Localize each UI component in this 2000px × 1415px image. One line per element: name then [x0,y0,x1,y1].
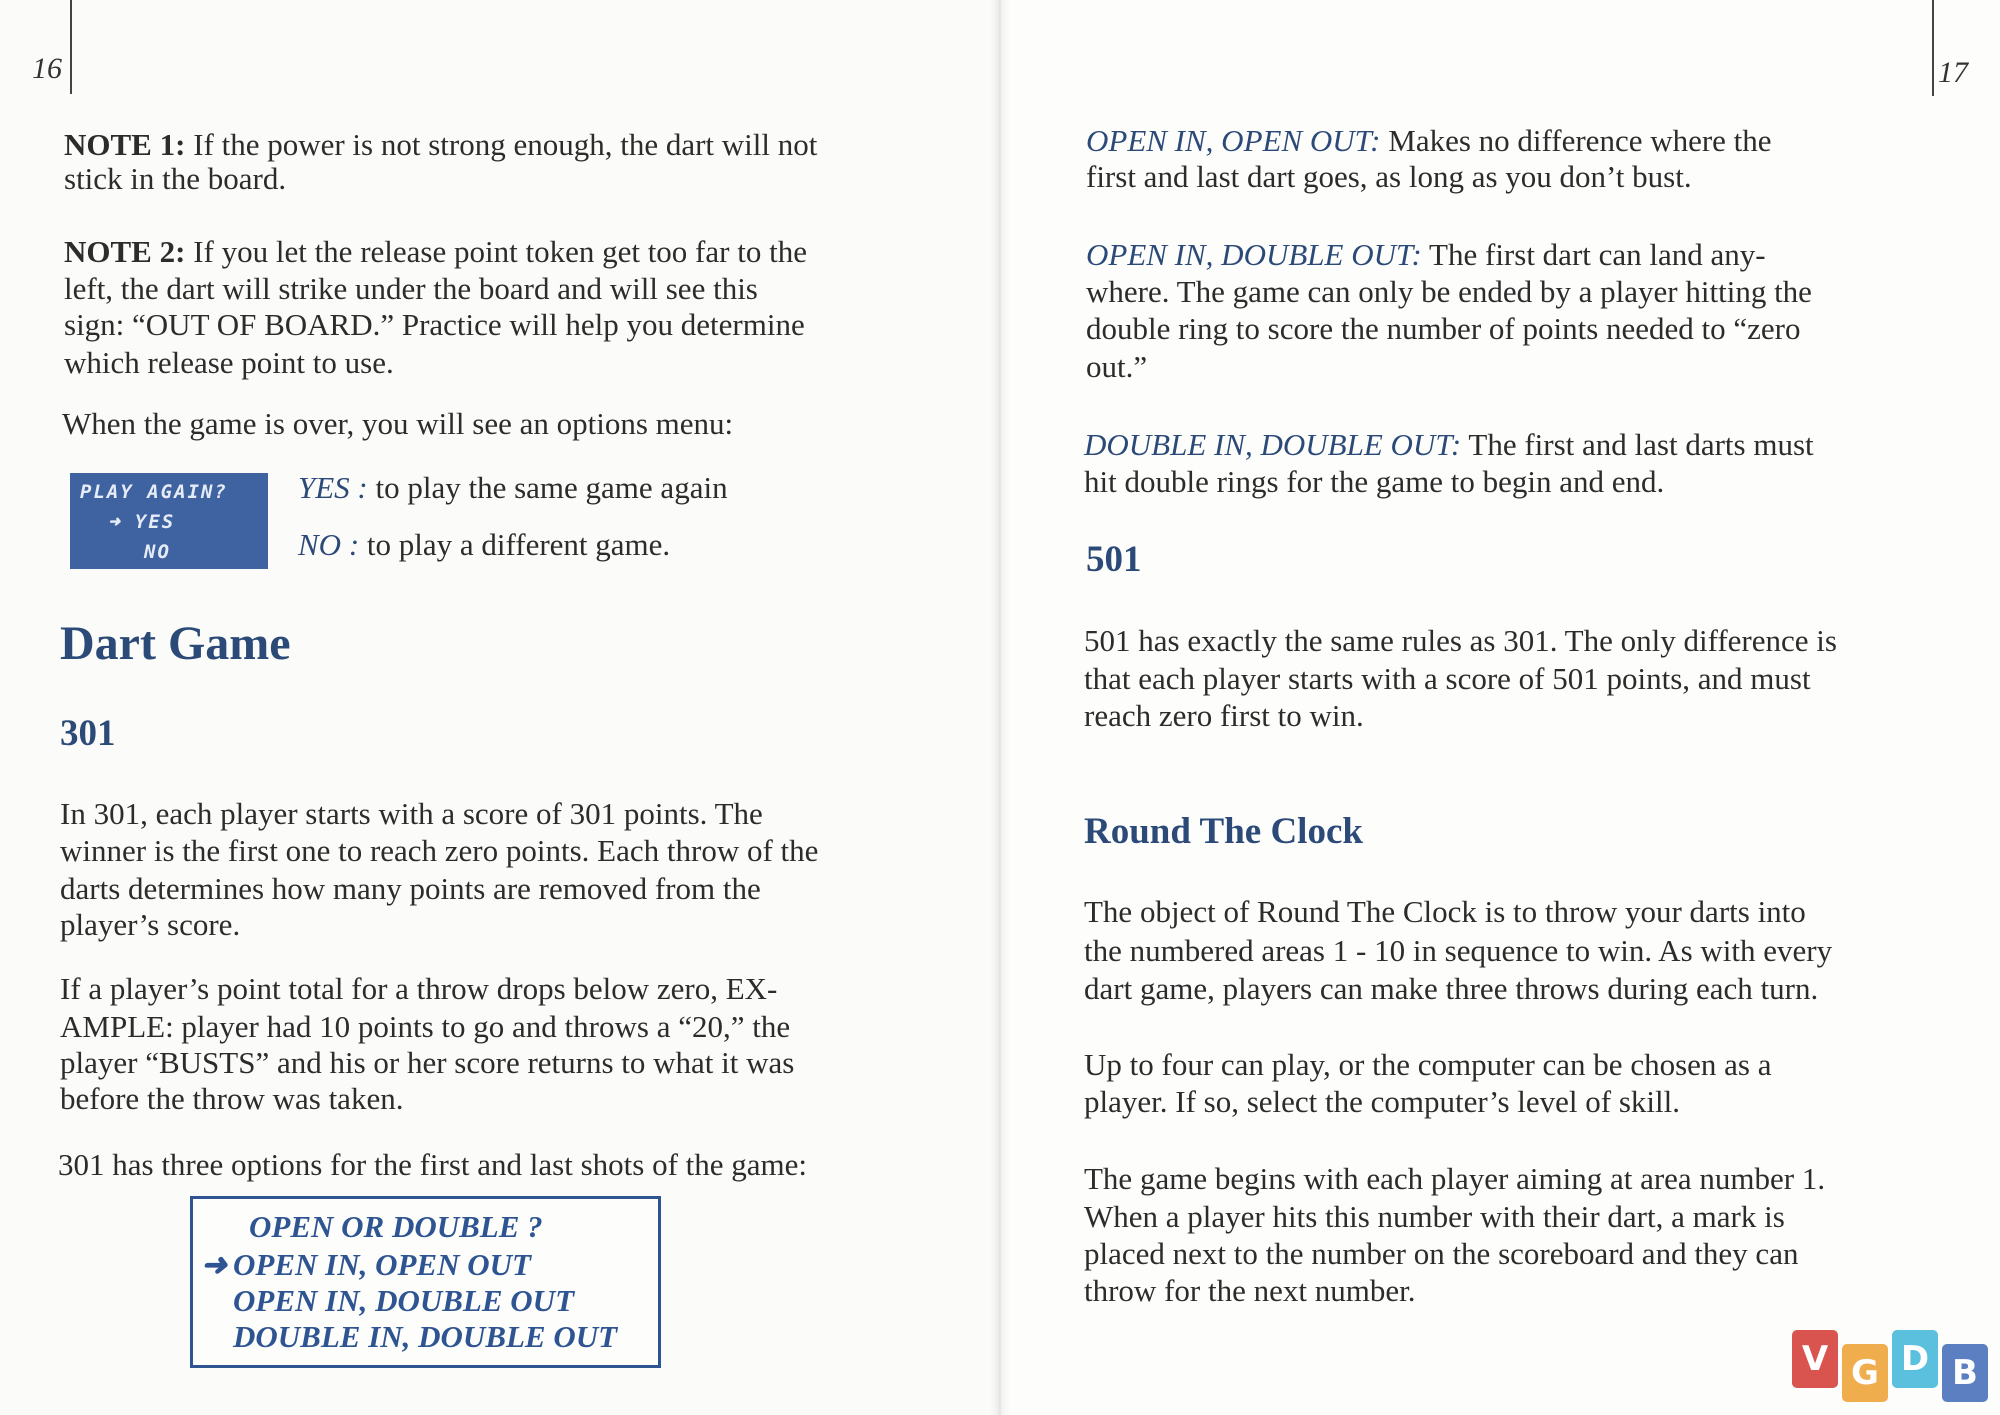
note2-line3: sign: “OUT OF BOARD.” Practice will help you determine [64,307,805,342]
options-box-title: OPEN OR DOUBLE ? [249,1209,543,1244]
option-open-double: OPEN IN, DOUBLE OUT [233,1283,574,1318]
open-double-line2: where. The game can only be ended by a player hitting the [1086,274,1812,309]
open-open-label: OPEN IN, OPEN OUT: [1086,123,1381,158]
note1-line1: If the power is not strong enough, the dart will not [193,127,818,162]
p501-line3: reach zero first to win. [1084,698,1364,733]
bust-line2: AMPLE: player had 10 points to go and throws a “20,” the [60,1009,791,1044]
open-open-line2: first and last dart goes, as long as you don’t bust. [1086,159,1692,194]
watermark-letter-g: G [1842,1344,1888,1402]
clock-p3-line3: placed next to the number on the scoreboard and they can [1084,1236,1799,1271]
clock-p2-line2: player. If so, select the computer’s level of skill. [1084,1084,1681,1119]
open-open-desc [1086,122,1772,160]
watermark-letter-b: B [1942,1344,1988,1402]
open-double-line1: The first dart can land any- [1429,237,1766,272]
options-menu-screen [70,473,268,569]
p301-line3: darts determines how many points are removed from the [60,871,761,906]
open-double-line3: double ring to score the number of points needed to “zero [1086,311,1801,346]
clock-p1-line3: dart game, players can make three throws during each turn. [1084,971,1819,1006]
watermark-letter-d: D [1892,1330,1938,1388]
note2-label: NOTE 2: [64,234,186,269]
clock-p2-line1: Up to four can play, or the computer can be chosen as a [1084,1047,1772,1082]
bust-line4: before the throw was taken. [60,1081,404,1116]
note2-line2: left, the dart will strike under the board and will see this [64,271,758,306]
heading-dart-game: Dart Game [60,617,291,670]
heading-round-the-clock: Round The Clock [1084,811,1363,852]
bust-line3: player “BUSTS” and his or her score returns to what it was [60,1045,795,1080]
note1-label: NOTE 1: [64,127,186,162]
no-desc: to play a different game. [366,527,671,562]
double-double-line1: The first and last darts must [1468,427,1814,462]
menu-intro: When the game is over, you will see an options menu: [62,406,734,441]
p501-line1: 501 has exactly the same rules as 301. The only difference is [1084,623,1837,658]
open-double-label: OPEN IN, DOUBLE OUT: [1086,237,1422,272]
note1 [64,126,817,164]
no-key: NO : [298,527,360,562]
bust-line1: If a player’s point total for a throw drops below zero, EX- [60,971,778,1006]
page-number-right: 17 [1938,56,1968,89]
open-double-line4: out.” [1086,349,1148,384]
p501-line2: that each player starts with a score of 501 points, and must [1084,661,1811,696]
note2-line4: which release point to use. [64,345,394,380]
double-double-line2: hit double rings for the game to begin and end. [1084,464,1665,499]
watermark-letter-v: V [1792,1330,1838,1388]
clock-p3-line1: The game begins with each player aiming at area number 1. [1084,1161,1826,1196]
page-number-left: 16 [32,52,62,85]
open-double-desc [1086,236,1766,274]
menu-screen-no: NO [144,541,171,563]
menu-screen-title: PLAY AGAIN? [80,481,228,503]
p301-line4: player’s score. [60,907,241,942]
clock-p1-line2: the numbered areas 1 - 10 in sequence to win. As with every [1084,933,1833,968]
yes-desc: to play the same game again [375,470,728,505]
open-open-line1: Makes no difference where the [1388,123,1772,158]
page-number-rule-left [70,0,72,94]
menu-screen-yes: ➜ YES [108,511,176,533]
option-open-open: OPEN IN, OPEN OUT [233,1247,531,1282]
options-arrow-icon: ➜ [201,1247,227,1282]
yes-key: YES : [298,470,368,505]
no-option [298,527,670,563]
clock-p1-line1: The object of Round The Clock is to throw your darts into [1084,894,1806,929]
page-number-rule-right [1932,0,1934,96]
option-double-double: DOUBLE IN, DOUBLE OUT [233,1319,618,1354]
book-spine [990,0,1010,1415]
double-double-label: DOUBLE IN, DOUBLE OUT: [1084,427,1462,462]
three-options-text: 301 has three options for the first and last shots of the game: [58,1147,808,1182]
yes-option [298,470,728,506]
clock-p3-line2: When a player hits this number with their dart, a mark is [1084,1199,1785,1234]
note1-line2: stick in the board. [64,161,287,196]
p301-line1: In 301, each player starts with a score of 301 points. The [60,796,763,831]
heading-501: 501 [1086,539,1142,580]
p301-line2: winner is the first one to reach zero points. Each throw of the [60,833,819,868]
note2 [64,233,807,271]
heading-301: 301 [60,713,116,754]
open-double-options-box [190,1196,661,1368]
note2-line1: If you let the release point token get too far to the [193,234,807,269]
double-double-desc [1084,426,1814,464]
clock-p3-line4: throw for the next number. [1084,1273,1416,1308]
